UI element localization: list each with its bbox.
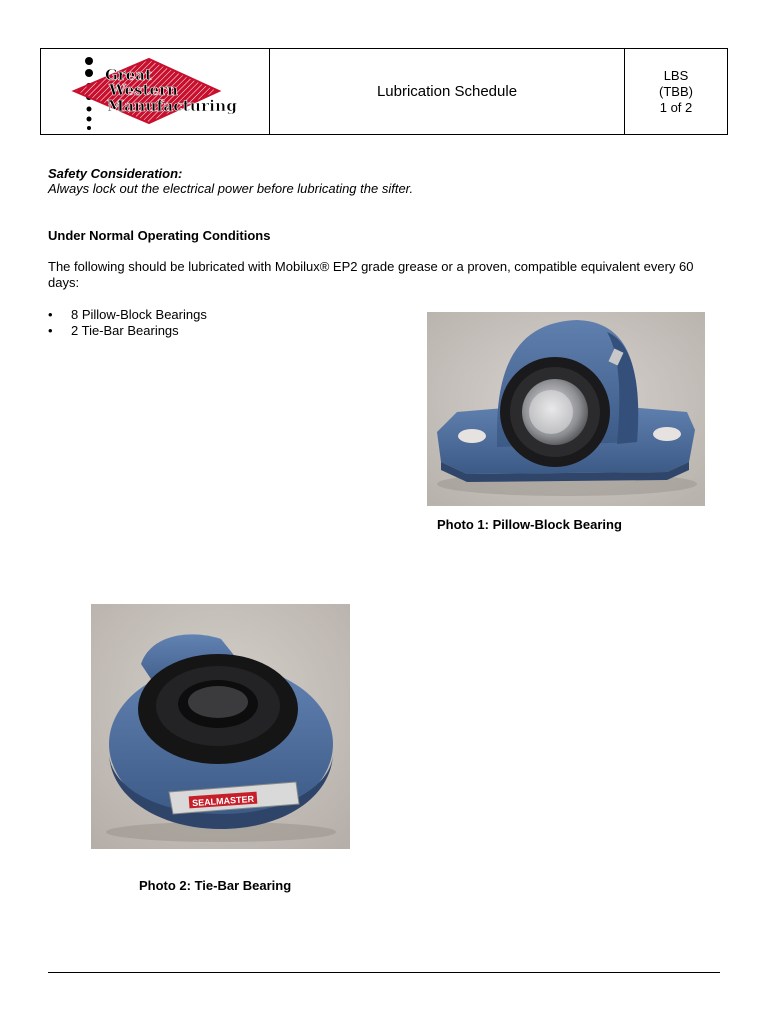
safety-heading: Safety Consideration: <box>48 166 183 181</box>
safety-text: Always lock out the electrical power before lubricating the sifter. <box>48 181 414 196</box>
svg-text:Manufacturing: Manufacturing <box>107 97 238 115</box>
company-logo <box>69 53 249 133</box>
section-heading: Under Normal Operating Conditions <box>48 228 271 243</box>
logo-cell <box>41 49 270 134</box>
svg-text:Great: Great <box>105 66 152 84</box>
doc-code-line-1: LBS <box>663 67 689 83</box>
footer-divider <box>48 972 720 973</box>
intro-paragraph: The following should be lubricated with Mobilux® EP2 grade grease or a proven, compatible equivalent every 60 days: <box>48 259 694 290</box>
page-number: 1 of 2 <box>659 99 693 115</box>
bearing-list <box>48 307 207 339</box>
doc-code-line-2: (TBB) <box>659 83 693 99</box>
list-item: • 2 Tie-Bar Bearings <box>48 323 179 338</box>
document-title: Lubrication Schedule <box>270 49 625 134</box>
nameplate-text: SEALMASTER <box>191 793 255 809</box>
tie-bar-bearing-photo <box>91 604 350 849</box>
photo-2-caption: Photo 2: Tie-Bar Bearing <box>139 878 292 893</box>
bullet-icon: • <box>48 323 53 338</box>
bullet-icon: • <box>48 307 53 322</box>
list-item: • 8 Pillow-Block Bearings <box>48 307 207 322</box>
pillow-block-bearing-photo <box>427 312 705 506</box>
document-header <box>40 48 728 135</box>
photo-1-caption: Photo 1: Pillow-Block Bearing <box>437 517 622 532</box>
svg-text:Western: Western <box>109 81 178 99</box>
document-code <box>625 49 727 134</box>
